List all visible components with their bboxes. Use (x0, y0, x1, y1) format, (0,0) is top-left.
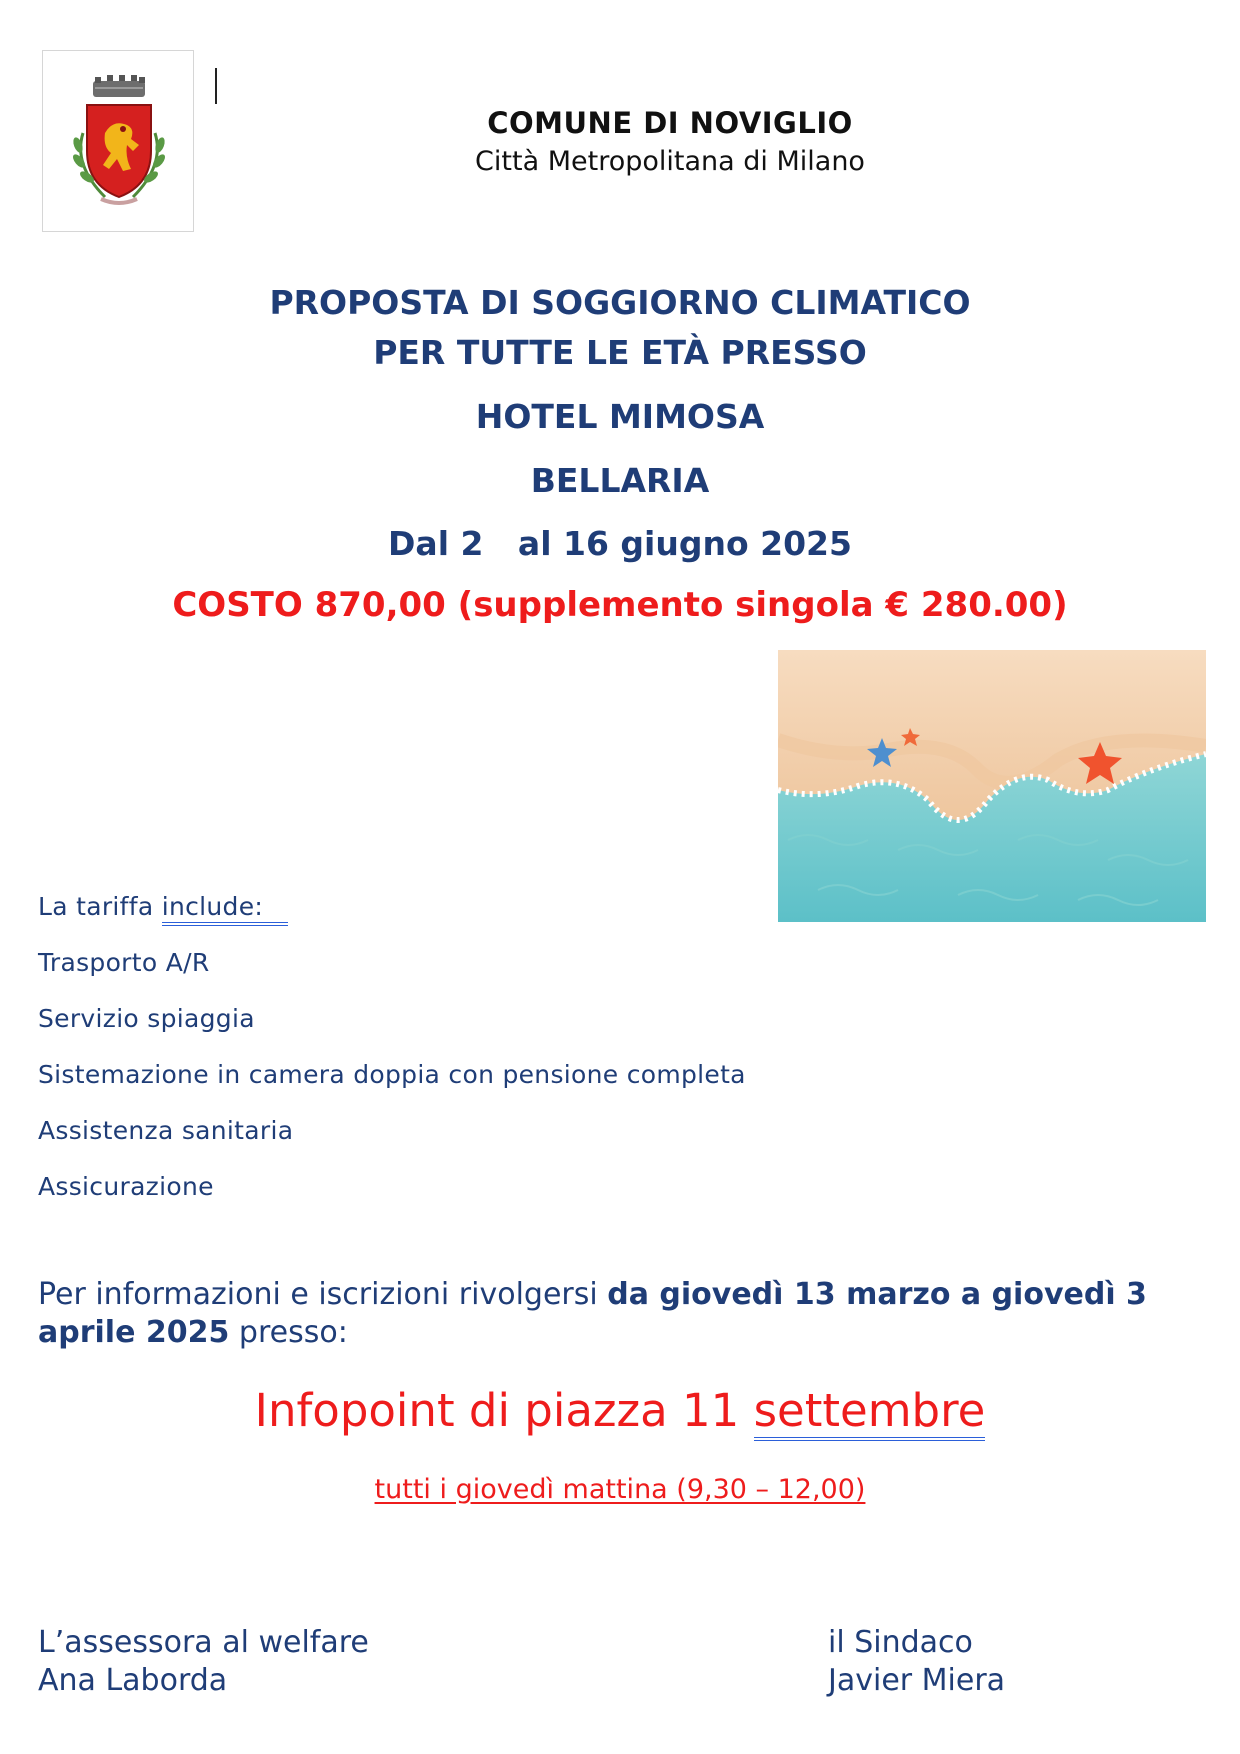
info-suffix: presso: (229, 1315, 348, 1350)
includes-label-prefix: La tariffa (38, 892, 162, 921)
infopoint-settembre[interactable]: settembre (754, 1384, 986, 1441)
hotel-name: HOTEL MIMOSA (475, 397, 765, 436)
mayor-name: Javier Miera (828, 1663, 1006, 1698)
opening-hours: tutti i giovedì mattina (9,30 – 12,00) (374, 1474, 866, 1505)
info-dates: da giovedì 13 marzo a giovedì 3 aprile 2025 (38, 1277, 1147, 1350)
assessora-role: L’assessora al welfare (38, 1625, 369, 1660)
coat-of-arms-icon (65, 73, 173, 211)
date-range: Dal 2 al 16 giugno 2025 (388, 524, 852, 563)
assessora-name: Ana Laborda (38, 1663, 228, 1698)
list-item: Servizio spiaggia (38, 1004, 255, 1033)
coat-of-arms-frame (42, 50, 194, 232)
text-cursor (215, 68, 217, 104)
includes-link-trail (263, 892, 288, 926)
location: BELLARIA (530, 461, 710, 500)
cost-line: COSTO 870,00 (supplemento singola € 280.00) (172, 585, 1068, 625)
municipality-title: COMUNE DI NOVIGLIO (487, 106, 853, 140)
list-item: Assicurazione (38, 1172, 214, 1201)
signature-left (38, 1624, 369, 1700)
list-item: Trasporto A/R (38, 948, 210, 977)
signature-right (828, 1624, 1005, 1700)
info-prefix: Per informazioni e iscrizioni rivolgersi (38, 1277, 608, 1312)
municipality-subtitle: Città Metropolitana di Milano (475, 146, 865, 177)
headline-line-2: PER TUTTE LE ETÀ PRESSO (373, 333, 867, 372)
includes-link[interactable]: include: (162, 892, 263, 926)
list-item: Sistemazione in camera doppia con pensione completa (38, 1060, 746, 1089)
list-item: Assistenza sanitaria (38, 1116, 294, 1145)
includes-label (38, 892, 288, 921)
infopoint-location (0, 1384, 1240, 1437)
headline-line-1: PROPOSTA DI SOGGIORNO CLIMATICO (269, 283, 971, 322)
info-paragraph (38, 1276, 1213, 1352)
beach-illustration (778, 650, 1206, 922)
mayor-role: il Sindaco (828, 1625, 973, 1660)
infopoint-prefix: Infopoint di piazza 11 (254, 1384, 754, 1437)
